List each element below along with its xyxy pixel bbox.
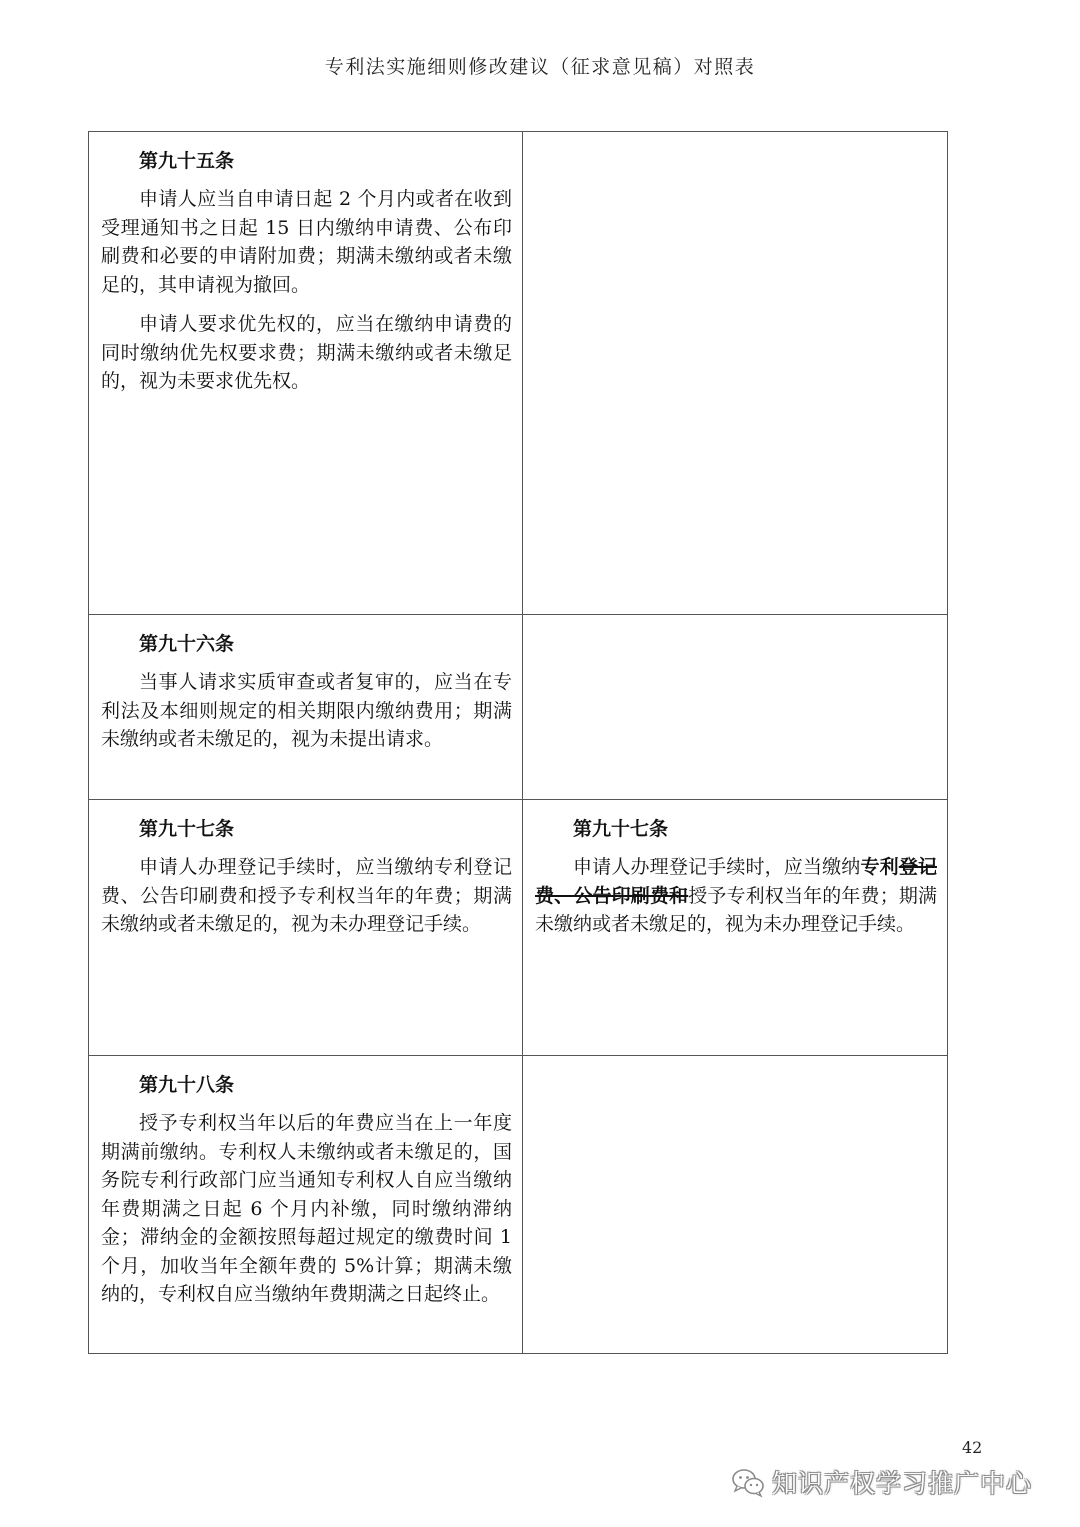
watermark-text: 知识产权学习推广中心	[772, 1469, 1033, 1498]
revised-paragraph	[535, 853, 937, 939]
revision-text: 申请人办理登记手续时，应当缴纳	[573, 856, 861, 878]
comparison-table	[88, 131, 948, 1354]
revision-cell	[523, 1056, 948, 1354]
page-number: 42	[962, 1438, 983, 1457]
revision-cell	[523, 800, 948, 1056]
revision-text: 授予专利权当年的年费；期满未缴纳或者未缴足的，视为未办理登记手续。	[535, 884, 937, 935]
original-text-cell	[89, 615, 523, 800]
table-row	[89, 615, 948, 800]
table-row	[89, 800, 948, 1056]
article-paragraph: 申请人办理登记手续时，应当缴纳专利登记费、公告印刷费和授予专利权当年的年费；期满未缴纳或者未缴足的，视为未办理登记手续。	[101, 856, 512, 935]
article-paragraph: 申请人要求优先权的，应当在缴纳申请费的同时缴纳优先权要求费；期满未缴纳或者未缴足的，视为未要求优先权。	[101, 313, 512, 392]
deleted-text: 登记费、公告印刷费和	[535, 856, 937, 907]
inserted-text: 专利	[860, 856, 899, 878]
watermark	[730, 1462, 1032, 1502]
article-heading: 第九十七条	[573, 818, 669, 840]
table-row	[89, 1056, 948, 1354]
wechat-icon	[730, 1464, 766, 1500]
original-text-cell	[89, 1056, 523, 1354]
table-row	[89, 132, 948, 615]
original-text-cell	[89, 132, 523, 615]
article-paragraph: 申请人应当自申请日起 2 个月内或者在收到受理通知书之日起 15 日内缴纳申请费、公布印刷费和必要的申请附加费；期满未缴纳或者未缴足的，其申请视为撤回。	[101, 188, 512, 296]
page-title: 专利法实施细则修改建议（征求意见稿）对照表	[324, 56, 756, 78]
article-heading: 第九十八条	[139, 1074, 235, 1096]
original-text-cell	[89, 800, 523, 1056]
article-heading: 第九十七条	[139, 818, 235, 840]
article-heading: 第九十五条	[139, 150, 235, 172]
revision-cell	[523, 615, 948, 800]
article-heading: 第九十六条	[139, 633, 235, 655]
revision-cell	[523, 132, 948, 615]
article-paragraph: 授予专利权当年以后的年费应当在上一年度期满前缴纳。专利权人未缴纳或者未缴足的，国务院专利行政部门应当通知专利权人自应当缴纳年费期满之日起 6 个月内补缴，同时缴纳滞纳金；滞纳金的金额按照每超过规定的缴费时间 1 个月，加收当年全额年费的 5%计算；期满未缴纳的，专利权自应当缴纳年费期满之日起终止。	[101, 1112, 512, 1305]
article-paragraph: 当事人请求实质审查或者复审的，应当在专利法及本细则规定的相关期限内缴纳费用；期满未缴纳或者未缴足的，视为未提出请求。	[101, 671, 512, 750]
